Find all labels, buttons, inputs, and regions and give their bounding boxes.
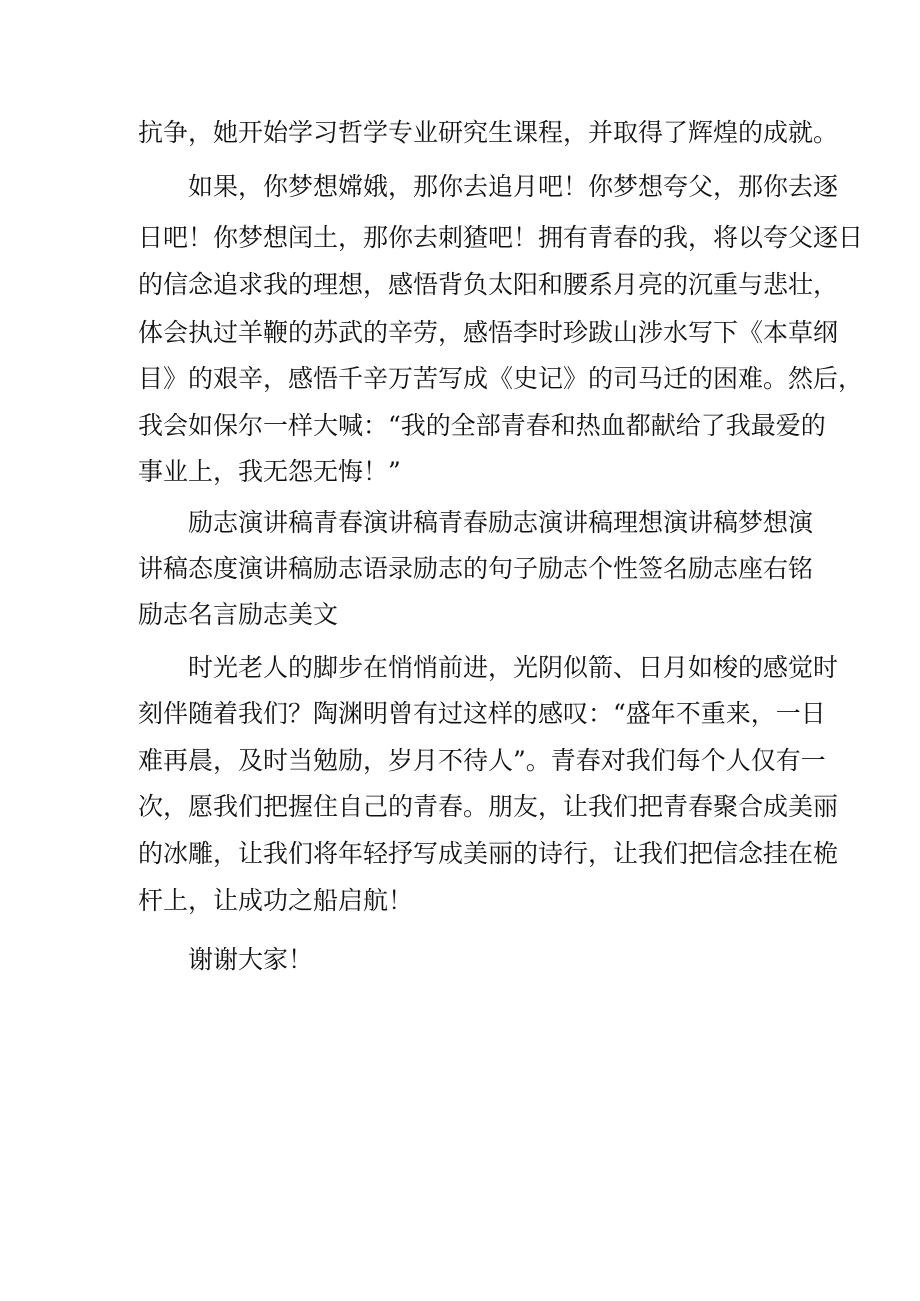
text-line: 我会如保尔一样大喊：“我的全部青春和热血都献给了我最爱的: [138, 411, 826, 440]
text-line: 谢谢大家！: [188, 945, 314, 974]
text-line: 励志演讲稿青春演讲稿青春励志演讲稿理想演讲稿梦想演: [188, 508, 814, 537]
text-line: 目》的艰辛，感悟千辛万苦写成《史记》的司马迁的困难。然后，: [138, 364, 864, 393]
text-line: 杆上，让成功之船启航！: [138, 886, 414, 915]
text-line: 的冰雕，让我们将年轻抒写成美丽的诗行，让我们把信念挂在桅: [138, 839, 839, 868]
text-line: 体会执过羊鞭的苏武的辛劳，感悟李时珍跋山涉水写下《本草纲: [138, 318, 839, 347]
text-line: 讲稿态度演讲稿励志语录励志的句子励志个性签名励志座右铭: [138, 554, 814, 583]
text-line: 难再晨，及时当勉励，岁月不待人”。青春对我们每个人仅有一: [138, 746, 826, 775]
text-line: 事业上，我无怨无悔！”: [138, 457, 401, 486]
text-line: 如果，你梦想嫦娥，那你去追月吧！你梦想夸父，那你去逐: [188, 172, 839, 201]
text-line: 励志名言励志美文: [138, 600, 339, 629]
text-line: 日吧！你梦想闰土，那你去刺猹吧！拥有青春的我，将以夸父逐日: [138, 223, 864, 252]
text-line: 抗争，她开始学习哲学专业研究生课程，并取得了辉煌的成就。: [138, 118, 839, 147]
text-line: 次，愿我们把握住自己的青春。朋友，让我们把青春聚合成美丽: [138, 792, 839, 821]
text-line: 时光老人的脚步在悄悄前进，光阴似箭、日月如梭的感觉时: [188, 653, 839, 682]
text-line: 的信念追求我的理想，感悟背负太阳和腰系月亮的沉重与悲壮，: [138, 270, 839, 299]
text-line: 刻伴随着我们？陶渊明曾有过这样的感叹：“盛年不重来，一日: [138, 699, 826, 728]
